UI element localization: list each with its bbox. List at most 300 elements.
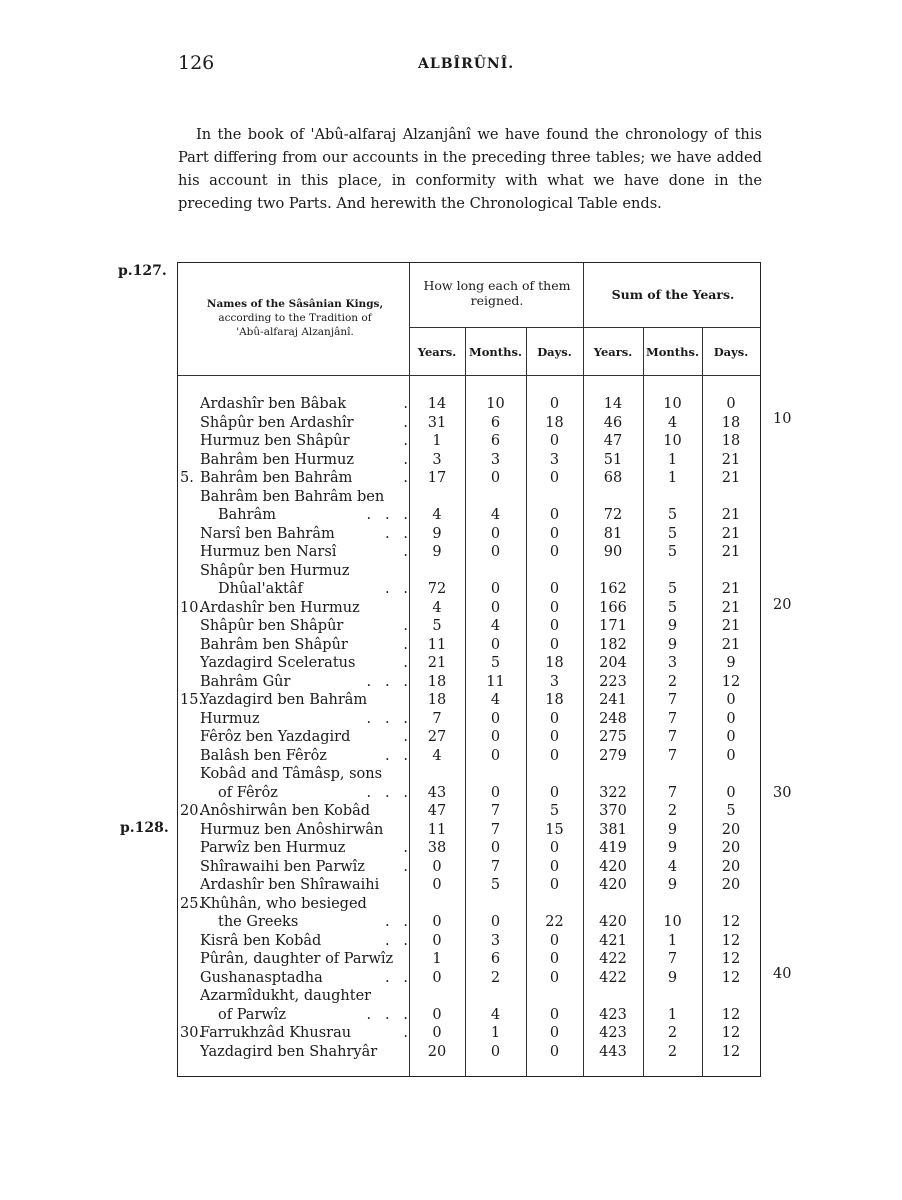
king-name: Bahrâm	[218, 507, 276, 523]
margin-page-ref-127: p.127.	[118, 263, 167, 279]
reign-years-cell: 14	[427, 396, 447, 412]
reign-days-cell: 5	[549, 803, 560, 819]
sum-months-cell: 9	[667, 877, 678, 893]
sum-months-cell: 2	[667, 1025, 678, 1041]
reign-months-cell: 4	[490, 507, 501, 523]
reign-years-cell: 21	[427, 655, 447, 671]
line-number-20: 20	[773, 597, 792, 613]
sum-days-cell: 21	[721, 581, 741, 597]
reign-years-cell: 47	[427, 803, 447, 819]
sum-months-cell: 5	[667, 525, 678, 542]
sum-months-cell: 2	[667, 1043, 678, 1060]
sum-years-cell: 279	[599, 747, 627, 764]
sum-days-cell: 12	[721, 1043, 741, 1060]
reign-months-cell: 7	[490, 858, 501, 875]
table-row	[178, 895, 762, 914]
sum-days-cell: 0	[726, 710, 736, 727]
sum-years-cell: 423	[599, 1025, 627, 1041]
reign-months-cell: 1	[490, 1025, 501, 1041]
reign-months-cell: 7	[490, 821, 501, 838]
reign-years-cell: 4	[432, 507, 442, 523]
sum-days-cell: 20	[721, 821, 741, 838]
table-row	[178, 802, 762, 821]
leader-dots: . . .	[366, 507, 408, 523]
reign-months-cell: 0	[490, 1043, 501, 1060]
sum-days-cell: 20	[721, 858, 741, 875]
subheader-sum-years: Years.	[593, 345, 633, 359]
reign-years-cell: 31	[427, 414, 447, 431]
reign-months-cell: 0	[490, 840, 501, 856]
reign-years-cell: 0	[432, 877, 442, 893]
sum-years-cell: 204	[599, 655, 627, 671]
sum-days-cell: 12	[721, 1006, 741, 1023]
leader-dots: .	[403, 618, 408, 634]
sum-years-cell: 171	[599, 618, 627, 634]
king-name: of Parwîz	[218, 1006, 287, 1023]
sum-months-cell: 4	[667, 858, 678, 875]
leader-dots: . .	[384, 914, 408, 930]
sum-years-cell: 68	[603, 470, 623, 486]
line-number-40: 40	[773, 966, 792, 982]
names-column-header: Names of the Sâsânian Kings, according to the Tradition of 'Abû-alfaraj Alzanjânî.	[206, 298, 384, 338]
reign-days-cell: 0	[549, 840, 560, 856]
sum-years-cell: 381	[599, 821, 627, 838]
king-name: Shîrawaihi ben Parwîz	[200, 858, 365, 875]
reign-days-cell: 0	[549, 507, 560, 523]
reign-months-cell: 0	[490, 581, 501, 597]
king-name: Shâpûr ben Shâpûr	[200, 618, 344, 634]
table-row	[178, 858, 762, 877]
leader-dots: . . .	[366, 673, 408, 690]
leader-dots: . .	[384, 525, 408, 542]
row-number: 30.	[180, 1025, 204, 1041]
table-row	[178, 876, 762, 895]
table-row	[178, 488, 762, 507]
reign-days-cell: 0	[549, 433, 560, 449]
reign-years-cell: 0	[432, 969, 442, 986]
reign-months-cell: 3	[490, 932, 501, 949]
leader-dots: . . .	[366, 784, 408, 801]
reign-years-cell: 43	[427, 784, 447, 801]
reign-months-cell: 0	[490, 599, 501, 616]
sum-days-cell: 5	[726, 803, 736, 819]
reign-months-cell: 2	[490, 969, 501, 986]
reign-days-cell: 22	[545, 914, 564, 930]
sum-group-header: Sum of the Years.	[611, 287, 735, 302]
king-name: Hurmuz ben Anôshirwân	[200, 821, 384, 838]
leader-dots: . .	[384, 969, 408, 986]
reign-days-cell: 0	[549, 747, 560, 764]
table-row	[178, 913, 762, 932]
sum-months-cell: 9	[667, 618, 678, 634]
sum-months-cell: 2	[667, 803, 678, 819]
reign-months-cell: 0	[490, 470, 501, 486]
leader-dots: .	[403, 451, 408, 468]
sum-days-cell: 0	[726, 729, 736, 745]
sum-days-cell: 21	[721, 636, 741, 653]
reign-years-cell: 1	[432, 951, 442, 967]
king-name: Azarmîdukht, daughter	[200, 988, 372, 1004]
king-name: Gushanasptadha	[200, 969, 323, 986]
intro-text: In the book of 'Abû-alfaraj Alzanjânî we have found the chronology of this Part differing from our accounts in the preceding three tables; we have added his account in this place, in conformity with what we have done in the preceding two Parts. And herewith the Chronological Table ends.	[178, 126, 762, 212]
reign-months-cell: 0	[490, 729, 501, 745]
reign-days-cell: 0	[549, 618, 560, 634]
sum-years-cell: 166	[599, 599, 627, 616]
reign-days-cell: 0	[549, 581, 560, 597]
sum-years-cell: 420	[599, 858, 627, 875]
leader-dots: .	[403, 840, 408, 856]
sum-years-cell: 14	[603, 396, 623, 412]
sum-days-cell: 18	[721, 433, 741, 449]
page-number: 126	[178, 52, 215, 74]
reign-months-cell: 5	[490, 877, 501, 893]
table-row	[178, 710, 762, 729]
king-name: Bahrâm ben Hurmuz	[200, 451, 355, 468]
sum-days-cell: 12	[721, 673, 741, 690]
reign-years-cell: 0	[432, 1006, 442, 1023]
table-row	[178, 691, 762, 710]
table-row	[178, 839, 762, 858]
sum-months-cell: 7	[667, 692, 678, 708]
reign-years-cell: 11	[427, 821, 447, 838]
king-name: Kisrâ ben Kobâd	[200, 932, 322, 949]
sum-years-cell: 275	[599, 729, 627, 745]
reign-months-cell: 4	[490, 692, 501, 708]
running-head: ALBÎRÛNÎ.	[418, 56, 515, 72]
subheader-sum-months: Months.	[646, 345, 699, 359]
reign-days-cell: 0	[549, 544, 560, 560]
reign-months-cell: 6	[490, 433, 501, 449]
sum-months-cell: 3	[667, 655, 678, 671]
king-name: Yazdagird ben Bahrâm	[200, 692, 368, 708]
reign-years-cell: 0	[432, 1025, 442, 1041]
intro-paragraph	[178, 123, 762, 215]
reign-years-cell: 20	[427, 1043, 447, 1060]
row-number: 10.	[180, 599, 204, 616]
table-row	[178, 821, 762, 840]
reign-days-cell: 18	[545, 655, 564, 671]
table-row	[178, 580, 762, 599]
reign-days-cell: 0	[549, 1025, 560, 1041]
sum-days-cell: 18	[721, 414, 741, 431]
table-row	[178, 950, 762, 969]
sum-days-cell: 12	[721, 969, 741, 986]
king-name: Ardashîr ben Bâbak	[200, 396, 347, 412]
sum-years-cell: 182	[599, 636, 627, 653]
sum-years-cell: 422	[599, 969, 627, 986]
sum-months-cell: 10	[663, 433, 682, 449]
reign-years-cell: 27	[427, 729, 447, 745]
reign-days-cell: 0	[549, 877, 560, 893]
reign-years-cell: 9	[432, 525, 442, 542]
sum-years-cell: 443	[599, 1043, 627, 1060]
leader-dots: .	[403, 470, 408, 486]
reign-days-cell: 0	[549, 1043, 560, 1060]
leader-dots: . .	[384, 581, 408, 597]
sum-years-cell: 248	[599, 710, 627, 727]
reign-months-cell: 5	[490, 655, 501, 671]
sum-months-cell: 4	[667, 414, 678, 431]
sum-months-cell: 7	[667, 710, 678, 727]
sum-days-cell: 9	[726, 655, 736, 671]
reign-days-cell: 18	[545, 692, 564, 708]
sum-months-cell: 1	[667, 932, 678, 949]
subheader-years: Years.	[417, 345, 457, 359]
king-name: Balâsh ben Fêrôz	[200, 747, 327, 764]
reign-months-cell: 0	[490, 710, 501, 727]
row-number: 5.	[180, 470, 194, 486]
sum-months-cell: 1	[667, 470, 678, 486]
sum-months-cell: 1	[667, 1006, 678, 1023]
king-name: Parwîz ben Hurmuz	[200, 840, 346, 856]
reign-days-cell: 15	[545, 821, 564, 838]
sum-months-cell: 9	[667, 969, 678, 986]
table-row	[178, 525, 762, 544]
king-name: Bahrâm ben Shâpûr	[200, 636, 348, 653]
reign-years-cell: 72	[427, 581, 447, 597]
reign-days-cell: 3	[549, 673, 560, 690]
sum-months-cell: 9	[667, 821, 678, 838]
reign-days-cell: 3	[549, 451, 560, 468]
king-name: Kobâd and Tâmâsp, sons	[200, 766, 383, 782]
sum-months-cell: 10	[663, 396, 682, 412]
table-row	[178, 506, 762, 525]
reign-days-cell: 0	[549, 525, 560, 542]
king-name: Hurmuz ben Narsî	[200, 544, 337, 560]
reign-days-cell: 0	[549, 784, 560, 801]
sum-days-cell: 0	[726, 692, 736, 708]
sum-years-cell: 241	[599, 692, 627, 708]
sum-years-cell: 420	[599, 877, 627, 893]
king-name: Anôshirwân ben Kobâd	[200, 803, 371, 819]
sum-days-cell: 12	[721, 1025, 741, 1041]
sum-months-cell: 7	[667, 729, 678, 745]
sum-years-cell: 420	[599, 914, 627, 930]
reign-months-cell: 0	[490, 544, 501, 560]
sum-months-cell: 7	[667, 747, 678, 764]
sum-days-cell: 12	[721, 951, 741, 967]
sum-days-cell: 0	[726, 784, 736, 801]
reign-days-cell: 0	[549, 858, 560, 875]
sasanian-kings-table	[177, 262, 761, 1077]
table-row	[178, 728, 762, 747]
subheader-days: Days.	[537, 345, 572, 359]
leader-dots: .	[403, 729, 408, 745]
line-number-30: 30	[773, 785, 792, 801]
king-name: Bahrâm ben Bahrâm ben	[200, 488, 385, 505]
king-name: of Fêrôz	[218, 784, 278, 801]
sum-days-cell: 21	[721, 451, 741, 468]
king-name: Shâpûr ben Ardashîr	[200, 414, 354, 431]
reign-years-cell: 4	[432, 599, 442, 616]
reign-months-cell: 0	[490, 747, 501, 764]
king-name: Bahrâm Gûr	[200, 673, 291, 690]
king-name: Hurmuz	[200, 710, 260, 727]
sum-days-cell: 21	[721, 507, 741, 523]
reign-months-cell: 10	[486, 396, 505, 412]
king-name: Narsî ben Bahrâm	[200, 525, 335, 542]
leader-dots: .	[403, 433, 408, 449]
leader-dots: . .	[384, 747, 408, 764]
reign-years-cell: 9	[432, 544, 442, 560]
king-name: Ardashîr ben Hurmuz	[200, 599, 360, 616]
leader-dots: .	[403, 396, 408, 412]
reign-days-cell: 0	[549, 636, 560, 653]
reign-years-cell: 0	[432, 932, 442, 949]
reign-years-cell: 18	[427, 673, 447, 690]
subheader-sum-days: Days.	[713, 345, 749, 359]
table-row	[178, 673, 762, 692]
table-row	[178, 543, 762, 562]
reigned-group-header: How long each of them reigned.	[423, 278, 571, 308]
table-row	[178, 395, 762, 414]
reign-months-cell: 11	[486, 673, 505, 690]
table-row	[178, 562, 762, 581]
sum-years-cell: 423	[599, 1006, 627, 1023]
table-row	[178, 1006, 762, 1025]
reign-years-cell: 18	[427, 692, 447, 708]
reign-months-cell: 6	[490, 414, 501, 431]
table-row	[178, 1024, 762, 1043]
reign-days-cell: 0	[549, 932, 560, 949]
table-row	[178, 414, 762, 433]
table-row	[178, 599, 762, 618]
king-name: Hurmuz ben Shâpûr	[200, 433, 350, 449]
table-row	[178, 654, 762, 673]
sum-days-cell: 21	[721, 470, 741, 486]
table-row	[178, 784, 762, 803]
reign-years-cell: 3	[432, 451, 442, 468]
reign-months-cell: 0	[490, 525, 501, 542]
table-row	[178, 451, 762, 470]
sum-days-cell: 21	[721, 618, 741, 634]
reign-months-cell: 4	[490, 618, 501, 634]
sum-days-cell: 20	[721, 840, 741, 856]
sum-months-cell: 5	[667, 599, 678, 616]
king-name: Khûhân, who besieged	[200, 895, 367, 912]
table-row	[178, 432, 762, 451]
reign-years-cell: 1	[432, 433, 442, 449]
table-row	[178, 765, 762, 784]
sum-years-cell: 370	[599, 803, 627, 819]
reign-years-cell: 38	[427, 840, 447, 856]
sum-years-cell: 72	[603, 507, 623, 523]
reign-months-cell: 7	[490, 803, 501, 819]
table-row	[178, 469, 762, 488]
reign-months-cell: 0	[490, 636, 501, 653]
reign-months-cell: 0	[490, 914, 501, 930]
leader-dots: .	[403, 544, 408, 560]
margin-page-ref-128: p.128.	[120, 820, 169, 836]
reign-days-cell: 0	[549, 951, 560, 967]
king-name: Bahrâm ben Bahrâm	[200, 470, 353, 486]
king-name: Shâpûr ben Hurmuz	[200, 562, 350, 579]
reign-days-cell: 0	[549, 396, 560, 412]
reign-days-cell: 0	[549, 710, 560, 727]
reign-months-cell: 3	[490, 451, 501, 468]
king-name: Fêrôz ben Yazdagird	[200, 729, 351, 745]
reign-years-cell: 0	[432, 858, 442, 875]
sum-days-cell: 12	[721, 932, 741, 949]
sum-days-cell: 21	[721, 599, 741, 616]
reign-days-cell: 0	[549, 729, 560, 745]
table-row	[178, 617, 762, 636]
sum-days-cell: 12	[721, 914, 741, 930]
leader-dots: . . .	[366, 1006, 408, 1023]
sum-years-cell: 223	[599, 673, 627, 690]
sum-years-cell: 81	[603, 525, 623, 542]
sum-days-cell: 0	[726, 747, 736, 764]
reign-days-cell: 0	[549, 1006, 560, 1023]
sum-years-cell: 419	[599, 840, 627, 856]
reign-days-cell: 18	[545, 414, 564, 431]
sum-years-cell: 162	[599, 581, 627, 597]
reign-months-cell: 6	[490, 951, 501, 967]
table-row	[178, 969, 762, 988]
leader-dots: .	[403, 636, 408, 653]
sum-years-cell: 422	[599, 951, 627, 967]
sum-years-cell: 47	[603, 433, 623, 449]
sum-months-cell: 7	[667, 784, 678, 801]
king-name: Yazdagird Sceleratus	[200, 655, 356, 671]
line-number-10: 10	[773, 411, 792, 427]
reign-months-cell: 0	[490, 784, 501, 801]
sum-months-cell: 1	[667, 451, 678, 468]
king-name: Dhûal'aktâf	[218, 581, 303, 597]
sum-days-cell: 21	[721, 525, 741, 542]
row-number: 15.	[180, 692, 204, 708]
reign-months-cell: 4	[490, 1006, 501, 1023]
sum-months-cell: 5	[667, 507, 678, 523]
reign-years-cell: 17	[427, 470, 447, 486]
leader-dots: . . .	[366, 710, 408, 727]
subheader-months: Months.	[469, 345, 522, 359]
king-name: Ardashîr ben Shîrawaihi	[200, 877, 380, 893]
table-row	[178, 747, 762, 766]
sum-days-cell: 0	[726, 396, 736, 412]
table-row	[178, 932, 762, 951]
sum-years-cell: 421	[599, 932, 627, 949]
sum-days-cell: 20	[721, 877, 741, 893]
row-number: 25.	[180, 895, 204, 912]
table-row	[178, 1043, 762, 1062]
sum-months-cell: 9	[667, 840, 678, 856]
leader-dots: .	[403, 858, 408, 875]
table-row	[178, 636, 762, 655]
king-name: Pûrân, daughter of Parwîz	[200, 951, 394, 967]
king-name: Farrukhzâd Khusrau	[200, 1025, 352, 1041]
table-row	[178, 987, 762, 1006]
leader-dots: .	[403, 1025, 408, 1041]
reign-days-cell: 0	[549, 969, 560, 986]
sum-years-cell: 46	[603, 414, 623, 431]
reign-days-cell: 0	[549, 470, 560, 486]
leader-dots: .	[403, 414, 408, 431]
king-name: the Greeks	[218, 914, 299, 930]
sum-years-cell: 90	[603, 544, 623, 560]
sum-months-cell: 9	[667, 636, 678, 653]
sum-months-cell: 7	[667, 951, 678, 967]
reign-years-cell: 5	[432, 618, 442, 634]
sum-days-cell: 21	[721, 544, 741, 560]
reign-days-cell: 0	[549, 599, 560, 616]
sum-years-cell: 322	[599, 784, 627, 801]
sum-years-cell: 51	[603, 451, 623, 468]
king-name: Yazdagird ben Shahryâr	[200, 1043, 378, 1060]
row-number: 20.	[180, 803, 204, 819]
reign-years-cell: 4	[432, 747, 442, 764]
reign-years-cell: 0	[432, 914, 442, 930]
